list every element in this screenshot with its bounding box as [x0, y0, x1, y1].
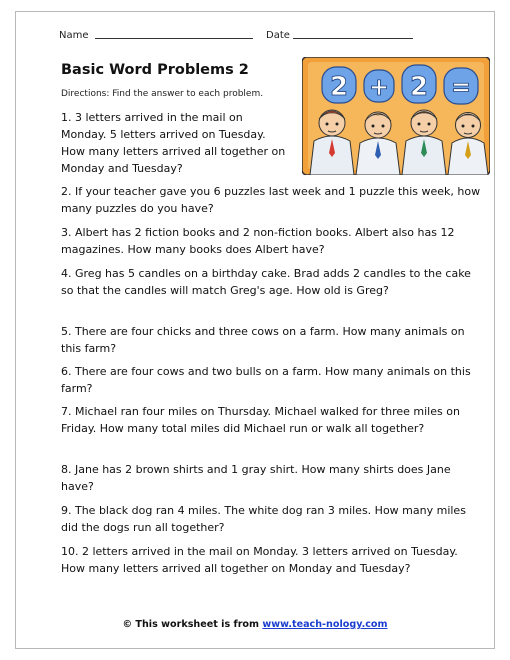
bubble-digit-1: 2 [329, 72, 349, 102]
worksheet-page [15, 11, 495, 649]
date-group [266, 30, 413, 41]
date-field-line [293, 38, 413, 39]
problem-4: 4. Greg has 5 candles on a birthday cake. Brad adds 2 candles to the cake so that the candles will match Greg's age. How old is Greg? [61, 267, 471, 297]
problem-3: 3. Albert has 2 fiction books and 2 non-fiction books. Albert also has 12 magazines. How many books does Albert have? [61, 226, 455, 256]
problem-8: 8. Jane has 2 brown shirts and 1 gray shirt. How many shirts does Jane have? [61, 463, 451, 493]
page-title: Basic Word Problems 2 [61, 62, 249, 78]
kids-math-clipart [302, 57, 490, 175]
problem-1: 1. 3 letters arrived in the mail on Monday. 5 letters arrived on Tuesday. How many letters arrived all together on Monday and Tuesday? [61, 111, 286, 175]
header-row [59, 30, 290, 41]
name-field-line [95, 38, 253, 39]
bubble-digit-2: 2 [409, 72, 429, 102]
footer-text: © This worksheet is from [122, 619, 263, 630]
problem-7: 7. Michael ran four miles on Thursday. Michael walked for three miles on Friday. How many total miles did Michael run or walk all together? [61, 405, 460, 435]
problem-2: 2. If your teacher gave you 6 puzzles last week and 1 puzzle this week, how many puzzles do you have? [61, 185, 481, 215]
footer-credit [16, 619, 494, 630]
problem-9: 9. The black dog ran 4 miles. The white dog ran 3 miles. How many miles did the dogs run all together? [61, 504, 466, 534]
bubble-equals: = [450, 73, 472, 101]
directions-text: Directions: Find the answer to each problem. [61, 89, 264, 99]
footer-link[interactable]: www.teach-nology.com [262, 619, 388, 630]
problem-5: 5. There are four chicks and three cows on a farm. How many animals on this farm? [61, 325, 465, 355]
problem-6: 6. There are four cows and two bulls on a farm. How many animals on this farm? [61, 365, 471, 395]
name-label: Name [59, 30, 89, 41]
problem-10: 10. 2 letters arrived in the mail on Monday. 3 letters arrived on Tuesday. How many letters arrived all together on Monday and Tuesday? [61, 545, 458, 575]
date-label: Date [266, 30, 290, 41]
bubble-plus: + [368, 73, 390, 101]
